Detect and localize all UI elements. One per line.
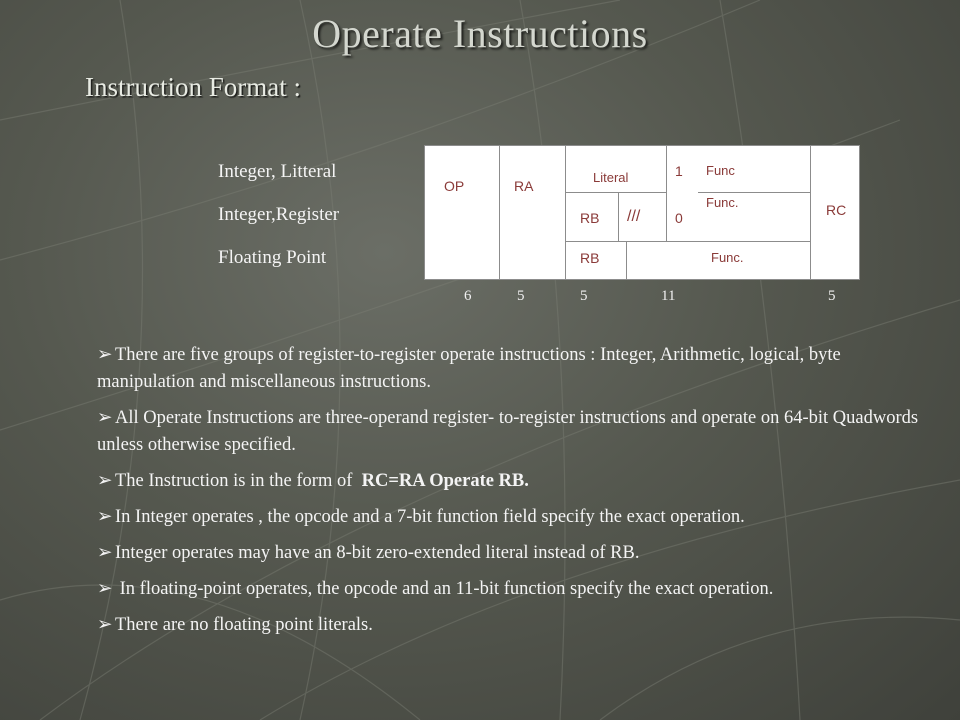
bullet-item: ➢ There are five groups of register-to-register operate instructions : Integer, Arithmetic, logical, byte manipulation and miscellaneous instructions. <box>97 342 943 396</box>
field-rb-float: RB <box>580 250 600 266</box>
form-expression: RC=RA Operate RB. <box>361 471 529 491</box>
divider <box>565 146 566 279</box>
field-rc: RC <box>826 202 847 218</box>
bullet-item: ➢ There are no floating point literals. <box>97 612 943 639</box>
field-func: Func <box>706 163 735 178</box>
bullet-arrow-icon: ➢ <box>97 345 113 365</box>
field-bit-zero: 0 <box>675 210 683 226</box>
field-rb: RB <box>580 210 600 226</box>
instruction-format-diagram <box>424 145 860 280</box>
format-integer-register: Integer,Register <box>218 204 340 225</box>
width-rb: 5 <box>580 288 588 304</box>
bullet-arrow-icon: ➢ <box>97 408 113 428</box>
field-literal: Literal <box>593 170 629 185</box>
bullet-arrow-icon: ➢ <box>97 507 113 527</box>
field-ra: RA <box>514 178 534 194</box>
divider <box>565 192 666 193</box>
bullet-arrow-icon: ➢ <box>97 579 113 599</box>
field-width-labels <box>0 288 960 308</box>
field-bit-one: 1 <box>675 163 683 179</box>
format-floating-point: Floating Point <box>218 247 327 268</box>
width-rc: 5 <box>828 288 836 304</box>
bullet-arrow-icon: ➢ <box>97 471 113 491</box>
bullet-arrow-icon: ➢ <box>97 615 113 635</box>
width-ra: 5 <box>517 288 525 304</box>
field-func-float: Func. <box>711 250 744 265</box>
divider <box>565 241 810 242</box>
bullet-list <box>97 342 943 648</box>
divider <box>499 146 500 279</box>
width-func: 11 <box>661 288 676 304</box>
divider <box>626 241 627 279</box>
bullet-item: ➢ The Instruction is in the form of RC=RA Operate RB. <box>97 468 943 495</box>
divider <box>618 192 619 241</box>
divider <box>810 146 811 279</box>
bullet-item: ➢ All Operate Instructions are three-operand register- to-register instructions and operate on 64-bit Quadwords unless otherwise specified. <box>97 405 943 459</box>
field-unused: /// <box>627 208 641 225</box>
bullet-item: ➢ In Integer operates , the opcode and a 7-bit function field specify the exact operation. <box>97 504 943 531</box>
field-func-register: Func. <box>706 195 739 210</box>
field-op: OP <box>444 178 465 194</box>
slide-title: Operate Instructions <box>312 11 648 56</box>
width-op: 6 <box>464 288 472 304</box>
format-list <box>218 158 339 287</box>
format-integer-literal: Integer, Litteral <box>218 161 337 182</box>
slide-subtitle: Instruction Format : <box>85 72 301 102</box>
bullet-arrow-icon: ➢ <box>97 543 113 563</box>
divider <box>698 192 810 193</box>
divider <box>666 146 667 241</box>
bullet-item: ➢ Integer operates may have an 8-bit zero-extended literal instead of RB. <box>97 540 943 567</box>
bullet-item: ➢ In floating-point operates, the opcode and an 11-bit function specify the exact operation. <box>97 576 943 603</box>
